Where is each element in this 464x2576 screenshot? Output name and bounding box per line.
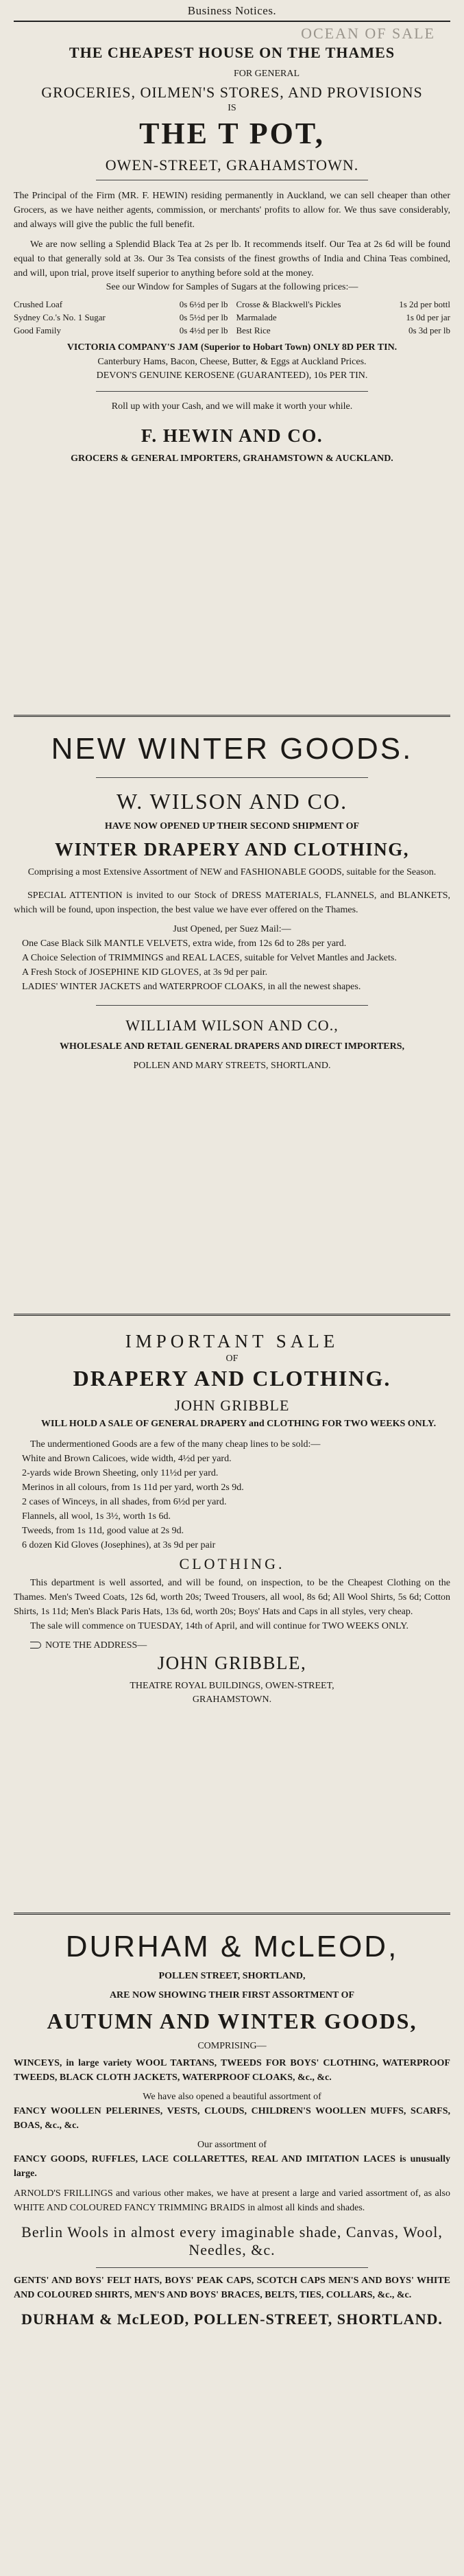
list-item: 2-yards wide Brown Sheeting, only 11½d per yard. <box>22 1467 219 1478</box>
ad4-winceys: WINCEYS, in large variety WOOL TARTANS, TWEEDS FOR BOYS' CLOTHING, WATERPROOF TWEEDS, BLACK CLOTH JACKETS, WATERPROOF CLOAKS, &c., &c. <box>14 2057 450 2083</box>
ad1-firm: F. HEWIN AND CO. <box>141 425 323 446</box>
ad2-sign: WILLIAM WILSON AND CO., <box>125 1016 339 1034</box>
ad-separator <box>14 715 450 717</box>
advert-wilson <box>14 724 450 1307</box>
ad3-name: JOHN GRIBBLE <box>174 1397 290 1415</box>
ad1-see-window: See our Window for Samples of Sugars at the following prices:— <box>106 281 358 292</box>
ad2-opened: HAVE NOW OPENED UP THEIR SECOND SHIPMENT OF <box>104 821 360 831</box>
list-item: Merinos in all colours, from 1s 11d per yard, worth 2s 9d. <box>22 1482 244 1493</box>
list-item: A Choice Selection of TRIMMINGS and REAL LACES, suitable for Velvet Mantles and Jackets. <box>22 952 397 963</box>
price-row: Sydney Co.'s No. 1 Sugar 0s 5½d per lb <box>14 311 228 322</box>
ad2-sign-addr: POLLEN AND MARY STREETS, SHORTLAND. <box>133 1061 331 1072</box>
ad3-sign-addr2: GRAHAMSTOWN. <box>192 1694 272 1705</box>
ad-separator <box>14 1913 450 1915</box>
ad1-price-table <box>14 298 450 338</box>
ad3-of: OF <box>225 1354 239 1364</box>
ad1-for-general: FOR GENERAL <box>233 69 300 79</box>
ad1-headline: THE CHEAPEST HOUSE ON THE THAMES <box>69 44 395 61</box>
ad4-comprising: COMPRISING— <box>197 2040 267 2051</box>
ad2-just-opened: Just Opened, per Suez Mail:— <box>173 923 291 934</box>
ad1-body-2: We are now selling a Splendid Black Tea at 2s per lb. It recommends itself. Our Tea at 2s 6d will be found equal to that generally sold at 3s. Our 3s Tea consists of the finest growths of India and China Teas combined, and will, upon trial, prove itself superior to anything before sold at the money. <box>14 239 450 279</box>
ad2-comprising: Comprising a most Extensive Assortment of NEW and FASHIONABLE GOODS, suitable for the Season. <box>27 867 437 878</box>
list-item: Flannels, all wool, 1s 3½, worth 1s 6d. <box>22 1511 171 1522</box>
ad4-assortment: Our assortment of <box>197 2140 267 2151</box>
ad4-hats: GENTS' AND BOYS' FELT HATS, BOYS' PEAK CAPS, SCOTCH CAPS MEN'S AND BOYS' WHITE AND COLOURED SHIRTS, MEN'S AND BOYS' BRACES, BELTS, TIES, COLLARS, &c., &c. <box>14 2276 450 2301</box>
ad1-is: IS <box>228 103 236 114</box>
ad1-cash: Roll up with your Cash, and we will make it worth your while. <box>111 401 353 412</box>
ad4-goods: AUTUMN AND WINTER GOODS, <box>47 2008 417 2033</box>
ad2-headline: NEW WINTER GOODS. <box>51 732 413 766</box>
advert-gribble <box>14 1323 450 1906</box>
ad3-note-text: NOTE THE ADDRESS— <box>45 1640 147 1651</box>
list-item: Tweeds, from 1s 11d, good value at 2s 9d. <box>22 1525 184 1536</box>
price-row: Best Rice 0s 3d per lb <box>236 324 450 335</box>
ad1-firm-desc: GROCERS & GENERAL IMPORTERS, GRAHAMSTOWN & AUCKLAND. <box>71 453 393 464</box>
ad3-commence: The sale will commence on TUESDAY, 14th of April, and will continue for TWO WEEKS ONLY. <box>30 1620 409 1631</box>
price-row: Crushed Loaf 0s 6½d per lb <box>14 298 228 309</box>
ad1-jam: VICTORIA COMPANY'S JAM (Superior to Hobart Town) ONLY 8D PER TIN. <box>66 342 398 353</box>
ghost-text: OCEAN OF SALE <box>301 25 435 42</box>
ad3-headline: IMPORTANT SALE <box>125 1331 339 1351</box>
ad4-sign: DURHAM & McLEOD, POLLEN-STREET, SHORTLAND. <box>21 2311 443 2328</box>
ad1-shop-name: THE T POT, <box>139 116 325 150</box>
ad3-sign-addr1: THEATRE ROYAL BUILDINGS, OWEN-STREET, <box>130 1680 334 1691</box>
ad2-special: SPECIAL ATTENTION is invited to our Stock of DRESS MATERIALS, FLANNELS, and BLANKETS, which will be found, upon inspection, the best value we have ever offered on the Thames. <box>14 890 450 915</box>
ad4-also-opened: We have also opened a beautiful assortment of <box>143 2091 321 2102</box>
ad4-fancy-goods: FANCY GOODS, RUFFLES, LACE COLLARETTES, REAL AND IMITATION LACES is unusually large. <box>14 2154 450 2179</box>
page-header: Business Notices. <box>187 4 277 17</box>
price-row: Crosse & Blackwell's Pickles 1s 2d per bottl <box>236 298 450 309</box>
price-row: Marmalade 1s 0d per jar <box>236 311 450 322</box>
list-item: A Fresh Stock of JOSEPHINE KID GLOVES, at 3s 9d per pair. <box>22 967 268 978</box>
ad4-showing: ARE NOW SHOWING THEIR FIRST ASSORTMENT OF <box>109 1990 355 2001</box>
ad2-firm: W. WILSON AND CO. <box>116 789 348 814</box>
ad3-note <box>14 1639 450 1653</box>
list-item: 2 cases of Winceys, in all shades, from 6½d per yard. <box>22 1496 227 1507</box>
ad2-drapery: WINTER DRAPERY AND CLOTHING, <box>54 839 410 860</box>
list-item: 6 dozen Kid Gloves (Josephines), at 3s 9d per pair <box>22 1539 216 1550</box>
list-item: LADIES' WINTER JACKETS and WATERPROOF CLOAKS, in all the newest shapes. <box>22 981 361 992</box>
ad4-berlin: Berlin Wools in almost every imaginable shade, Canvas, Wool, Needles, &c. <box>21 2223 443 2259</box>
ad3-clothing: CLOTHING. <box>179 1555 285 1572</box>
ad4-frillings: ARNOLD'S FRILLINGS and various other makes, we have at present a large and varied assortment of, as also WHITE AND COLOURED FANCY TRIMMING BRAIDS in almost all kinds and shades. <box>14 2188 450 2214</box>
price-column-right <box>236 298 451 338</box>
ad4-fancy-woollen: FANCY WOOLLEN PELERINES, VESTS, CLOUDS, CHILDREN'S WOOLLEN MUFFS, SCARFS, BOAS, &c., &c. <box>14 2106 450 2131</box>
price-row: Good Family 0s 4½d per lb <box>14 324 228 335</box>
ad3-clothing-body: This department is well assorted, and will be found, on inspection, to be the Cheapest Clothing on the Thames. Men's Tweed Coats, 12s 6d, worth 20s; Tweed Trousers, all wool, 8s 6d; All Wool Shirts, 5s 6d; Cotton Shirts, 1s 11d; Men's Black Paris Hats, 13s 6d, worth 20s; Boys' Hats and Caps in all styles, very cheap. <box>14 1577 450 1617</box>
ad4-headline: DURHAM & McLEOD, <box>65 1930 399 1963</box>
ad2-sign-desc: WHOLESALE AND RETAIL GENERAL DRAPERS AND DIRECT IMPORTERS, <box>59 1041 405 1052</box>
ad3-sign: JOHN GRIBBLE, <box>157 1652 307 1673</box>
advert-durham-mcleod <box>14 1922 450 2576</box>
list-item: White and Brown Calicoes, wide width, 4½d per yard. <box>22 1453 232 1464</box>
ad4-street: POLLEN STREET, SHORTLAND, <box>158 1971 306 1981</box>
price-column-left <box>14 298 228 338</box>
ad3-lines-intro: The undermentioned Goods are a few of the many cheap lines to be sold:— <box>30 1439 321 1450</box>
ad1-hams: Canterbury Hams, Bacon, Cheese, Butter, & Eggs at Auckland Prices. <box>97 356 367 367</box>
ad1-stores-line: GROCERIES, OILMEN'S STORES, AND PROVISIONS <box>41 84 423 102</box>
ad3-intro: WILL HOLD A SALE OF GENERAL DRAPERY and CLOTHING FOR TWO WEEKS ONLY. <box>41 1419 437 1430</box>
ad-separator <box>14 1314 450 1316</box>
ad1-address: OWEN-STREET, GRAHAMSTOWN. <box>105 156 359 174</box>
advert-the-t-pot <box>14 22 450 708</box>
ad1-body-1: The Principal of the Firm (MR. F. HEWIN) residing permanently in Auckland, we can sell cheaper than other Grocers, as we have neither agents, commission, or merchants' profits to allow for. We thus save considerably, and always will give the public the full benefit. <box>14 190 450 230</box>
pointing-hand-icon <box>30 1642 41 1649</box>
ad3-drapery: DRAPERY AND CLOTHING. <box>73 1366 391 1391</box>
list-item: One Case Black Silk MANTLE VELVETS, extra wide, from 12s 6d to 28s per yard. <box>22 938 347 949</box>
ad1-kerosene: DEVON'S GENUINE KEROSENE (GUARANTEED), 10s PER TIN. <box>96 370 368 381</box>
